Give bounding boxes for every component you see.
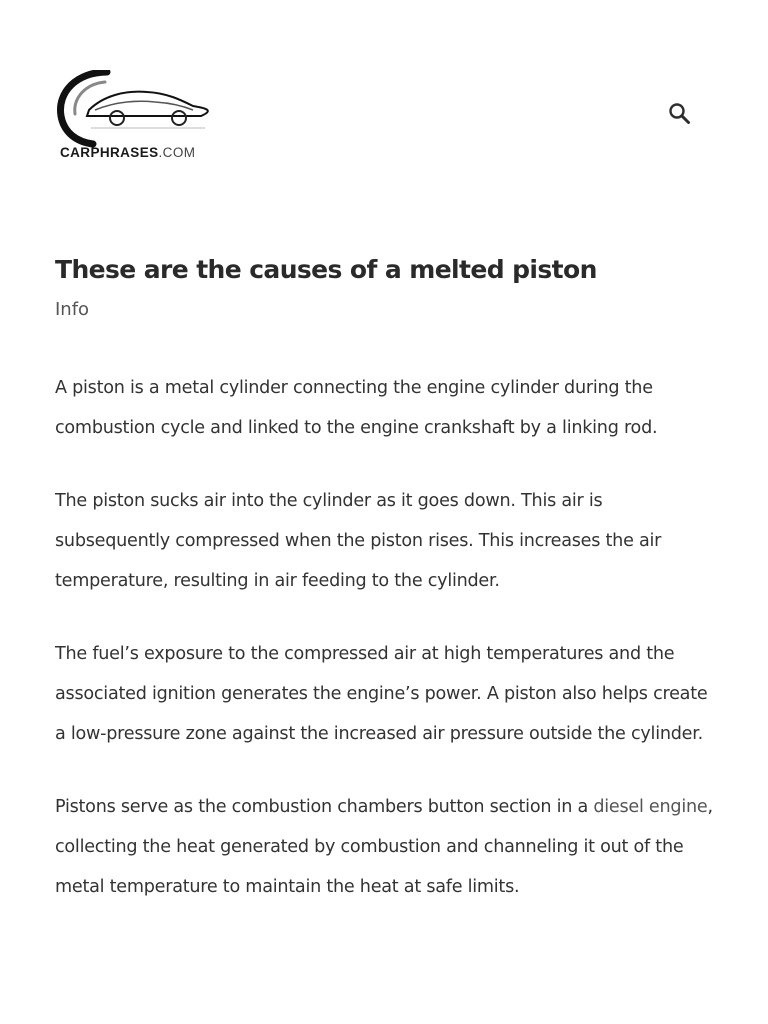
paragraph-4-start: Pistons serve as the combustion chambers button section in a [55,797,594,817]
search-button[interactable] [667,101,693,127]
logo-brand-text: CARPHRASES [60,145,159,160]
paragraph-4 [55,787,715,907]
logo-wordmark [60,145,195,160]
article [55,250,715,940]
article-title: These are the causes of a melted piston [55,255,597,284]
search-icon [667,101,693,127]
paragraph-2: The piston sucks air into the cylinder as it goes down. This air is subsequently compressed when the piston rises. This increases the air temperature, resulting in air feeding to the cylinder. [55,491,662,591]
paragraph-1: A piston is a metal cylinder connecting the engine cylinder during the combustion cycle and linked to the engine crankshaft by a linking rod. [55,378,658,438]
site-header [0,0,768,200]
article-body [55,368,715,907]
paragraph-3: The fuel’s exposure to the compressed air at high temperatures and the associated ignition generates the engine’s power. A piston also helps create a low-pressure zone against the increased air pressure outside the cylinder. [55,644,708,744]
logo-domain-text: .COM [158,145,196,160]
paragraph-4-end: , collecting the heat generated by combustion and channeling it out of the metal temperature to maintain the heat at safe limits. [55,797,713,897]
category-link[interactable]: Info [55,299,90,320]
diesel-engine-link[interactable]: diesel engine [593,797,708,817]
